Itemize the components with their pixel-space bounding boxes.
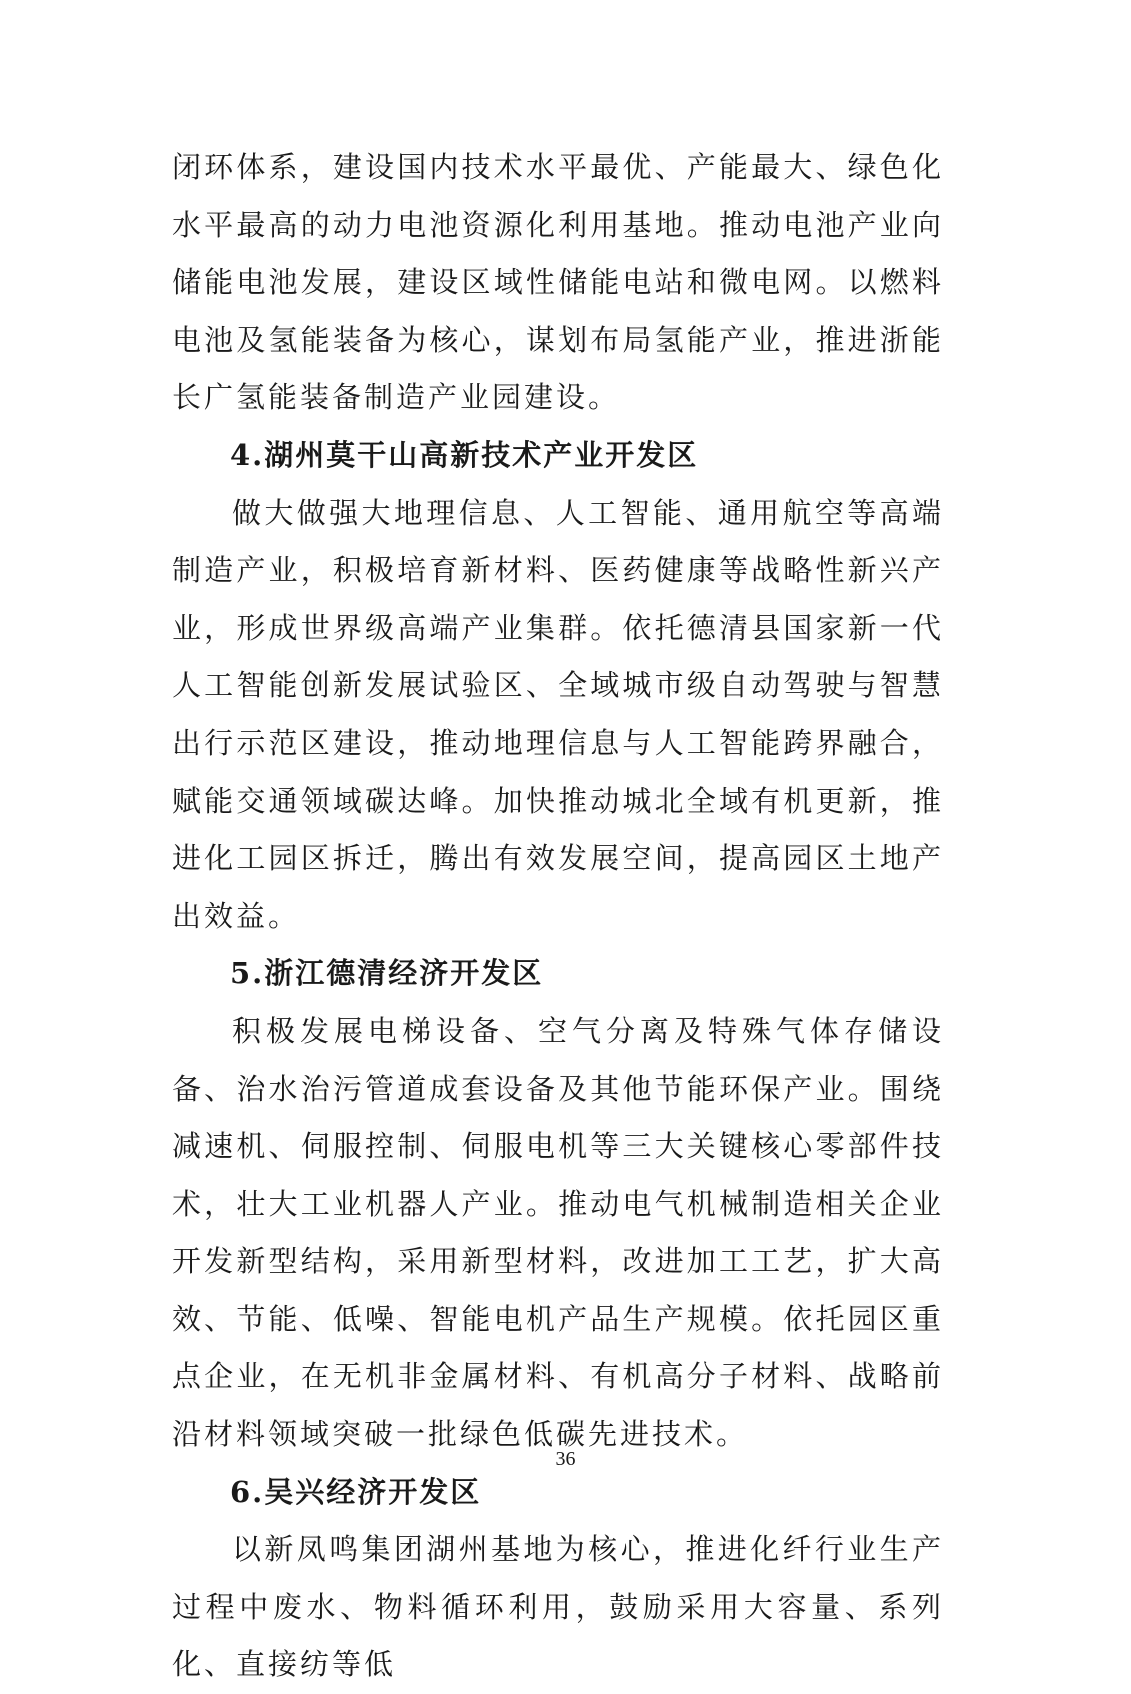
section-heading-5: 5.浙江德清经济开发区	[230, 956, 544, 991]
paragraph-section-5: 积极发展电梯设备、空气分离及特殊气体存储设备、治水治污管道成套设备及其他节能环保产业。围绕减速机、伺服控制、伺服电机等三大关键核心零部件技术，壮大工业机器人产业。推动电气机械制造相关企业开发新型结构，采用新型材料，改进加工工艺，扩大高效、节能、低噪、智能电机产品生产规模。依托园区重点企业，在无机非金属材料、有机高分子材料、战略前沿材料领域突破一批绿色低碳先进技术。	[172, 1013, 944, 1452]
paragraph-section-4: 做大做强大地理信息、人工智能、通用航空等高端制造产业，积极培育新材料、医药健康等战略性新兴产业，形成世界级高端产业集群。依托德清县国家新一代人工智能创新发展试验区、全域城市级自动驾驶与智慧出行示范区建设，推动地理信息与人工智能跨界融合，赋能交通领域碳达峰。加快推动城北全域有机更新，推进化工园区拆迁，腾出有效发展空间，提高园区土地产出效益。	[172, 495, 944, 933]
section-heading-4: 4.湖州莫干山高新技术产业开发区	[230, 437, 699, 472]
paragraph-continuation: 闭环体系，建设国内技术水平最优、产能最大、绿色化水平最高的动力电池资源化利用基地。推动电池产业向储能电池发展，建设区域性储能电站和微电网。以燃料电池及氢能装备为核心，谋划布局氢能产业，推进浙能长广氢能装备制造产业园建设。	[172, 150, 944, 415]
paragraph-section-6: 以新凤鸣集团湖州基地为核心，推进化纤行业生产过程中废水、物料循环利用，鼓励采用大容量、系列化、直接纺等低	[172, 1532, 944, 1682]
section-heading-6: 6.吴兴经济开发区	[230, 1474, 482, 1509]
page-number: 36	[555, 1448, 576, 1470]
